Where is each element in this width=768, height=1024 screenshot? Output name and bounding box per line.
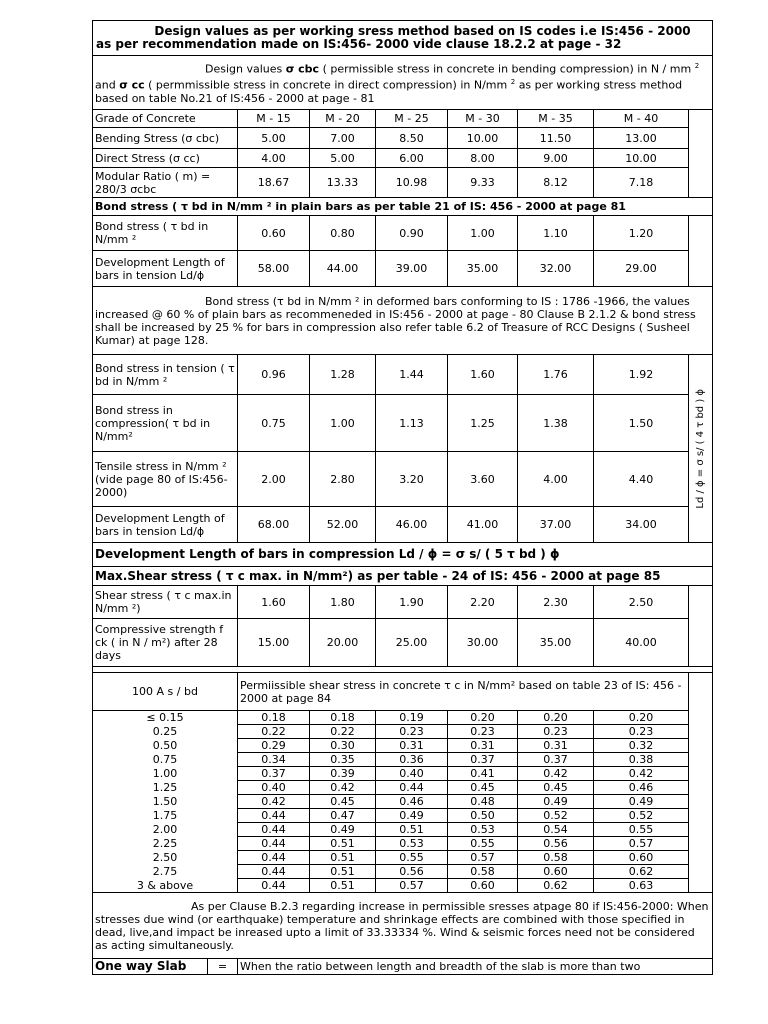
grade-header: M - 30 [448, 110, 518, 128]
value-cell: 0.20 [448, 711, 518, 725]
ratio-cell: ≤ 0.15 [93, 711, 238, 725]
ratio-cell: 1.75 [93, 809, 238, 823]
value-cell: 0.46 [594, 781, 689, 795]
value-cell: 0.38 [594, 753, 689, 767]
value-cell: 0.56 [518, 837, 594, 851]
table-row: Development Length of bars in tension Ld/ϕ 58.00 44.00 39.00 35.00 32.00 29.00 [93, 251, 713, 287]
value-cell: 0.57 [594, 837, 689, 851]
ratio-cell: 0.25 [93, 725, 238, 739]
grade-header: M - 25 [376, 110, 448, 128]
grade-header: M - 15 [238, 110, 310, 128]
table-row: Bond stress ( τ bd in N/mm ² 0.60 0.80 0.90 1.00 1.10 1.20 [93, 216, 713, 251]
permissible-shear-heading: Permiissible shear stress in concrete τ c in N/mm² based on table 23 of IS: 456 - 2000 at page 84 [238, 673, 689, 711]
value-cell: 0.37 [448, 753, 518, 767]
dev-length-compression: Development Length of bars in compression Ld / ϕ = σ s/ ( 5 τ bd ) ϕ [93, 543, 713, 567]
value-cell: 0.44 [238, 879, 310, 893]
bond-deformed-note-row [93, 287, 713, 355]
value-cell: 0.62 [594, 865, 689, 879]
value-cell: 0.60 [448, 879, 518, 893]
design-values-note: Design values σ cbc ( permissible stress in concrete in bending compression) in N / mm $^2$ and σ cc ( permmissible stress in concrete in direct compression) in N/mm $^2$ as per working stress method based on table No.21 of IS:456 - 2000 at page - 81 [93, 56, 713, 110]
ratio-cell: 3 & above [93, 879, 238, 893]
value-cell: 0.49 [594, 795, 689, 809]
value-cell: 0.45 [310, 795, 376, 809]
value-cell: 0.55 [448, 837, 518, 851]
one-way-slab-text: When the ratio between length and breadth of the slab is more than two [238, 959, 713, 975]
value-cell: 0.39 [310, 767, 376, 781]
value-cell: 0.45 [448, 781, 518, 795]
value-cell: 0.47 [310, 809, 376, 823]
value-cell: 0.18 [238, 711, 310, 725]
value-cell: 0.51 [310, 879, 376, 893]
value-cell: 0.44 [238, 851, 310, 865]
value-cell: 0.36 [376, 753, 448, 767]
value-cell: 0.50 [448, 809, 518, 823]
clause-note: As per Clause B.2.3 regarding increase in permissible sresses atpage 80 if IS:456-2000: When stresses due wind (or earthquake) temperature and shrinkage effects are combined with those specified in dead, live,and impact be inreased upto a limit of 33.33334 %. Wind & seismic forces need not be considered as acting simultaneously. [95, 899, 709, 952]
table-row [93, 865, 713, 879]
table-row: Development Length of bars in tension Ld/ϕ 68.00 52.00 46.00 41.00 37.00 34.00 [93, 507, 713, 543]
bond-deformed-note: Bond stress (τ bd in N/mm ² in deformed bars conforming to IS : 1786 -1966, the values increased @ 60 % of plain bars as recommeneded in IS:456 - 2000 at page - 80 Clause B 2.1.2 & bond stress shall be increased by 25 % for bars in compression also refer table 6.2 of Treasure of RCC Designs ( Susheel Kumar) at page 128. [95, 294, 696, 347]
value-cell: 0.40 [376, 767, 448, 781]
table-row: Shear stress ( τ c max.in N/mm ²) 1.60 1.80 1.90 2.20 2.30 2.50 [93, 586, 713, 619]
table-row [93, 767, 713, 781]
ratio-cell: 1.00 [93, 767, 238, 781]
value-cell: 0.30 [310, 739, 376, 753]
table-row [93, 795, 713, 809]
bond-plain-heading: Bond stress ( τ bd in N/mm ² in plain bars as per table 21 of IS: 456 - 2000 at page 81 [93, 198, 713, 216]
ratio-cell: 2.75 [93, 865, 238, 879]
value-cell: 0.31 [518, 739, 594, 753]
ratio-cell: 0.50 [93, 739, 238, 753]
table-row: Bending Stress (σ cbc) 5.00 7.00 8.50 10.00 11.50 13.00 [93, 128, 713, 149]
value-cell: 0.45 [518, 781, 594, 795]
value-cell: 0.23 [594, 725, 689, 739]
value-cell: 0.51 [310, 851, 376, 865]
ratio-cell: 1.50 [93, 795, 238, 809]
table-row [93, 725, 713, 739]
section-heading-row [93, 198, 713, 216]
ratio-cell: 1.25 [93, 781, 238, 795]
ratio-col-label: 100 A s / bd [93, 673, 238, 711]
value-cell: 0.18 [310, 711, 376, 725]
value-cell: 0.51 [310, 837, 376, 851]
value-cell: 0.41 [448, 767, 518, 781]
value-cell: 0.49 [518, 795, 594, 809]
value-cell: 0.44 [238, 823, 310, 837]
value-cell: 0.44 [238, 809, 310, 823]
title-line-1: Design values as per working sress method based on IS codes i.e IS:456 - 2000 [154, 24, 691, 38]
section-heading-row [93, 567, 713, 586]
table-row [93, 711, 713, 725]
value-cell: 0.44 [238, 865, 310, 879]
value-cell: 0.55 [594, 823, 689, 837]
value-cell: 0.37 [518, 753, 594, 767]
clause-note-row [93, 893, 713, 959]
value-cell: 0.53 [376, 837, 448, 851]
ratio-cell: 2.50 [93, 851, 238, 865]
side-formula-cell [689, 355, 713, 543]
value-cell: 0.54 [518, 823, 594, 837]
value-cell: 0.31 [448, 739, 518, 753]
grade-header: M - 20 [310, 110, 376, 128]
grade-row [93, 110, 713, 128]
title-row [93, 21, 713, 56]
value-cell: 0.49 [310, 823, 376, 837]
table-row: Bond stress in tension ( τ bd in N/mm ² 0.96 1.28 1.44 1.60 1.76 1.92 Ld / ϕ = σ s/ ( 4 τ bd ) ϕ [93, 355, 713, 395]
shear-heading: Max.Shear stress ( τ c max. in N/mm²) as per table - 24 of IS: 456 - 2000 at page 85 [93, 567, 713, 586]
table-row: Direct Stress (σ cc) 4.00 5.00 6.00 8.00 9.00 10.00 [93, 149, 713, 168]
table-row: Compressive strength f ck ( in N / m²) after 28 days 15.00 20.00 25.00 30.00 35.00 40.00 [93, 619, 713, 667]
value-cell: 0.49 [376, 809, 448, 823]
value-cell: 0.57 [448, 851, 518, 865]
value-cell: 0.51 [376, 823, 448, 837]
title-line-2: as per recommendation made on IS:456- 2000 vide clause 18.2.2 at page - 32 [96, 37, 622, 51]
value-cell: 0.42 [310, 781, 376, 795]
table-row: Modular Ratio ( m) = 280/3 σcbc 18.67 13.33 10.98 9.33 8.12 7.18 [93, 168, 713, 198]
one-way-slab-row: One way Slab = When the ratio between length and breadth of the slab is more than two [93, 959, 713, 975]
value-cell: 0.52 [594, 809, 689, 823]
ratio-cell: 0.75 [93, 753, 238, 767]
value-cell: 0.23 [376, 725, 448, 739]
value-cell: 0.48 [448, 795, 518, 809]
value-cell: 0.53 [448, 823, 518, 837]
value-cell: 0.58 [448, 865, 518, 879]
value-cell: 0.62 [518, 879, 594, 893]
value-cell: 0.32 [594, 739, 689, 753]
value-cell: 0.42 [594, 767, 689, 781]
grade-label: Grade of Concrete [93, 110, 238, 128]
permissible-shear-table [92, 710, 713, 893]
value-cell: 0.20 [594, 711, 689, 725]
value-cell: 0.44 [238, 837, 310, 851]
value-cell: 0.22 [238, 725, 310, 739]
value-cell: 0.22 [310, 725, 376, 739]
design-values-table [92, 20, 713, 711]
table-row [93, 781, 713, 795]
one-way-slab-label: One way Slab [93, 959, 208, 975]
value-cell: 0.46 [376, 795, 448, 809]
design-values-note-row [93, 56, 713, 110]
value-cell: 0.57 [376, 879, 448, 893]
table-row [93, 753, 713, 767]
value-cell: 0.60 [518, 865, 594, 879]
side-formula: Ld / ϕ = σ s/ ( 4 τ bd ) ϕ [695, 388, 706, 509]
value-cell: 0.29 [238, 739, 310, 753]
table-row [93, 823, 713, 837]
value-cell: 0.60 [594, 851, 689, 865]
value-cell: 0.44 [376, 781, 448, 795]
value-cell: 0.20 [518, 711, 594, 725]
table-row [93, 739, 713, 753]
value-cell: 0.23 [518, 725, 594, 739]
section-heading-row [93, 543, 713, 567]
value-cell: 0.40 [238, 781, 310, 795]
value-cell: 0.23 [448, 725, 518, 739]
design-values-sheet [92, 20, 712, 975]
value-cell: 0.42 [518, 767, 594, 781]
footer-table [92, 892, 713, 975]
value-cell: 0.19 [376, 711, 448, 725]
table-row: Tensile stress in N/mm ² (vide page 80 of IS:456-2000) 2.00 2.80 3.20 3.60 4.00 4.40 [93, 452, 713, 507]
value-cell: 0.31 [376, 739, 448, 753]
value-cell: 0.55 [376, 851, 448, 865]
grade-header: M - 40 [594, 110, 689, 128]
value-cell: 0.37 [238, 767, 310, 781]
value-cell: 0.51 [310, 865, 376, 879]
ratio-cell: 2.25 [93, 837, 238, 851]
value-cell: 0.42 [238, 795, 310, 809]
table-row [93, 851, 713, 865]
permissible-shear-header-row [93, 673, 713, 711]
ratio-cell: 2.00 [93, 823, 238, 837]
table-row [93, 837, 713, 851]
value-cell: 0.52 [518, 809, 594, 823]
value-cell: 0.58 [518, 851, 594, 865]
value-cell: 0.63 [594, 879, 689, 893]
table-row [93, 879, 713, 893]
value-cell: 0.35 [310, 753, 376, 767]
grade-header: M - 35 [518, 110, 594, 128]
table-row: Bond stress in compression( τ bd in N/mm² 0.75 1.00 1.13 1.25 1.38 1.50 [93, 395, 713, 452]
table-row [93, 809, 713, 823]
value-cell: 0.56 [376, 865, 448, 879]
value-cell: 0.34 [238, 753, 310, 767]
